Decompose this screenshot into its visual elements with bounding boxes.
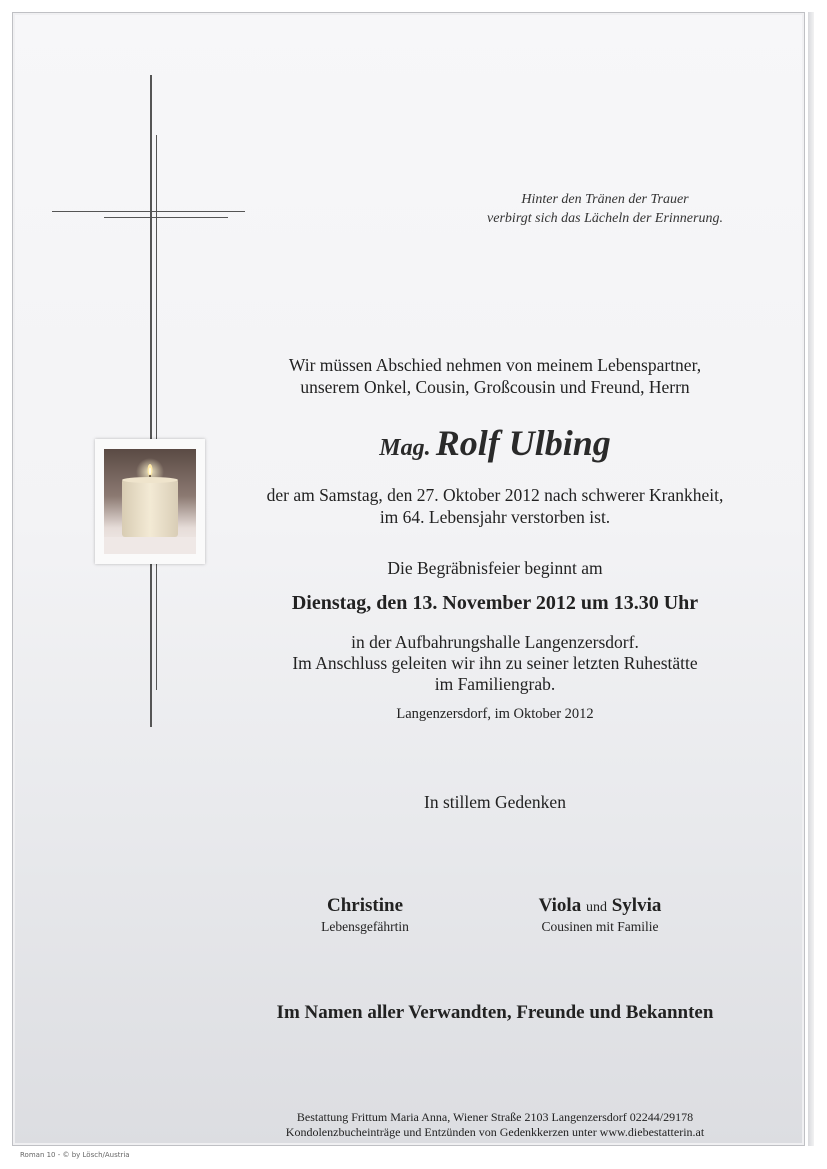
candle-icon	[95, 439, 205, 564]
mourner-left-role: Lebensgefährtin	[321, 919, 409, 934]
funeral-line-1: in der Aufbahrungshalle Langenzersdorf.	[351, 632, 639, 652]
funeral-date: Dienstag, den 13. November 2012 um 13.30 Uhr	[291, 592, 699, 614]
mourner-right-name-1: Viola	[538, 895, 582, 916]
mourner-left-name: Christine	[327, 895, 403, 916]
closing-line: Im Namen aller Verwandten, Freunde und Bekannten	[276, 1002, 714, 1023]
deceased-name: Rolf Ulbing	[435, 423, 611, 463]
motto-line-1: Hinter den Tränen der Trauer	[521, 192, 689, 207]
deceased-name-block	[230, 422, 760, 464]
intro-line-2: unserem Onkel, Cousin, Großcousin und Freund, Herrn	[300, 377, 690, 397]
mourner-right-name	[505, 895, 695, 917]
copyright: Roman 10 - © by Lösch/Austria	[20, 1151, 130, 1159]
deceased-title: Mag.	[379, 435, 431, 461]
candle-image	[95, 439, 205, 564]
footer-line-1: Bestattung Frittum Maria Anna, Wiener Straße 2103 Langenzersdorf 02244/29178	[296, 1110, 694, 1124]
mourner-right-name-2: Sylvia	[611, 895, 662, 916]
funeral-line-2: Im Anschluss geleiten wir ihn zu seiner letzten Ruhestätte	[292, 653, 698, 673]
footer-line-2: Kondolenzbucheinträge und Entzünden von Gedenkkerzen unter www.diebestatterin.at	[285, 1125, 705, 1139]
death-line-2: im 64. Lebensjahr verstorben ist.	[379, 507, 611, 527]
motto-line-2: verbirgt sich das Lächeln der Erinnerung.	[487, 211, 723, 226]
death-line-1: der am Samstag, den 27. Oktober 2012 nach schwerer Krankheit,	[266, 485, 724, 505]
page-edge	[808, 12, 814, 1146]
mourner-right-and: und	[585, 900, 607, 915]
place-date: Langenzersdorf, im Oktober 2012	[396, 706, 594, 722]
obituary-card	[12, 12, 805, 1146]
mourner-right-role: Cousinen mit Familie	[541, 919, 659, 934]
intro-line-1: Wir müssen Abschied nehmen von meinem Lebenspartner,	[288, 355, 702, 375]
remembrance: In stillem Gedenken	[424, 792, 566, 812]
funeral-line-3: im Familiengrab.	[434, 674, 556, 694]
funeral-intro: Die Begräbnisfeier beginnt am	[387, 558, 603, 578]
